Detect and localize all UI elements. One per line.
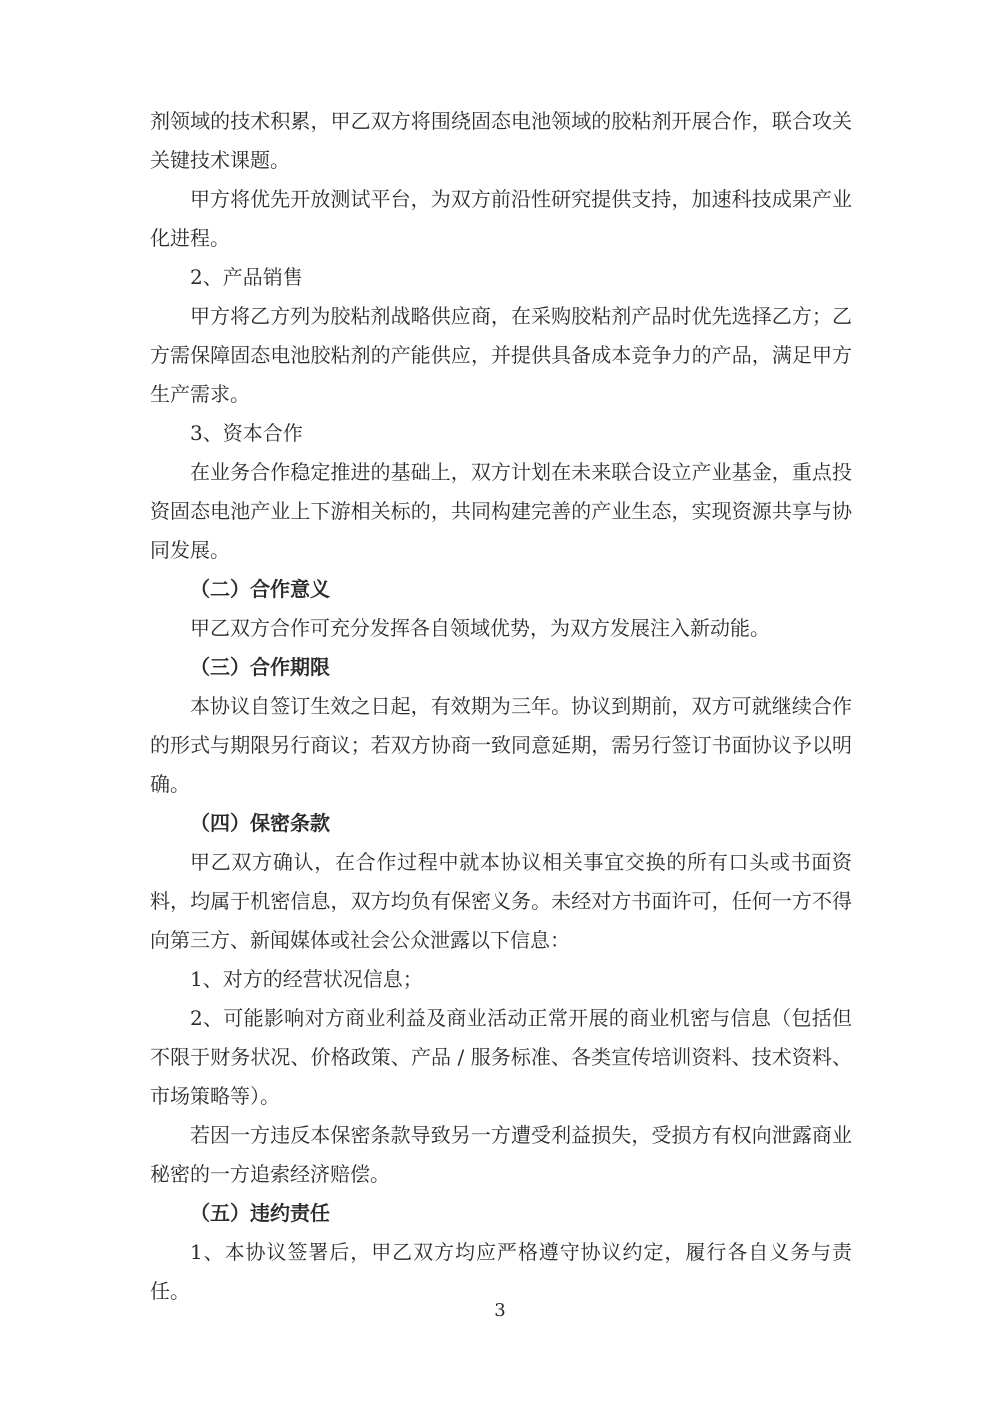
paragraph: 剂领域的技术积累，甲乙双方将围绕固态电池领域的胶粘剂开展合作，联合攻关关键技术课题。 — [150, 109, 852, 172]
paragraph: 甲乙双方确认，在合作过程中就本协议相关事宜交换的所有口头或书面资料，均属于机密信息，双方均负有保密义务。未经对方书面许可，任何一方不得向第三方、新闻媒体或社会公众泄露以下信息： — [150, 850, 852, 952]
section-heading: （五）违约责任 — [190, 1201, 330, 1225]
page-number: 3 — [494, 1300, 506, 1321]
document-body — [150, 102, 852, 1311]
paragraph: 2、可能影响对方商业利益及商业活动正常开展的商业机密与信息（包括但不限于财务状况、价格政策、产品 / 服务标准、各类宣传培训资料、技术资料、市场策略等）。 — [150, 1006, 852, 1108]
section-heading: （二）合作意义 — [190, 577, 330, 601]
section-heading: （四）保密条款 — [190, 811, 330, 835]
paragraph: 在业务合作稳定推进的基础上，双方计划在未来联合设立产业基金，重点投资固态电池产业上下游相关标的，共同构建完善的产业生态，实现资源共享与协同发展。 — [150, 460, 852, 562]
paragraph: 若因一方违反本保密条款导致另一方遭受利益损失，受损方有权向泄露商业秘密的一方追索经济赔偿。 — [150, 1123, 852, 1186]
paragraph: 1、本协议签署后，甲乙双方均应严格遵守协议约定，履行各自义务与责任。 — [150, 1240, 852, 1303]
paragraph: 甲方将乙方列为胶粘剂战略供应商，在采购胶粘剂产品时优先选择乙方；乙方需保障固态电池胶粘剂的产能供应，并提供具备成本竞争力的产品，满足甲方生产需求。 — [150, 304, 852, 406]
sub-heading: 2、产品销售 — [190, 265, 303, 289]
paragraph: 甲乙双方合作可充分发挥各自领域优势，为双方发展注入新动能。 — [190, 616, 770, 640]
sub-heading: 3、资本合作 — [190, 421, 303, 445]
page-footer — [0, 1300, 1000, 1322]
section-heading: （三）合作期限 — [190, 655, 330, 679]
paragraph: 本协议自签订生效之日起，有效期为三年。协议到期前，双方可就继续合作的形式与期限另行商议；若双方协商一致同意延期，需另行签订书面协议予以明确。 — [150, 694, 852, 796]
paragraph: 甲方将优先开放测试平台，为双方前沿性研究提供支持，加速科技成果产业化进程。 — [150, 187, 852, 250]
paragraph: 1、对方的经营状况信息； — [190, 967, 423, 991]
